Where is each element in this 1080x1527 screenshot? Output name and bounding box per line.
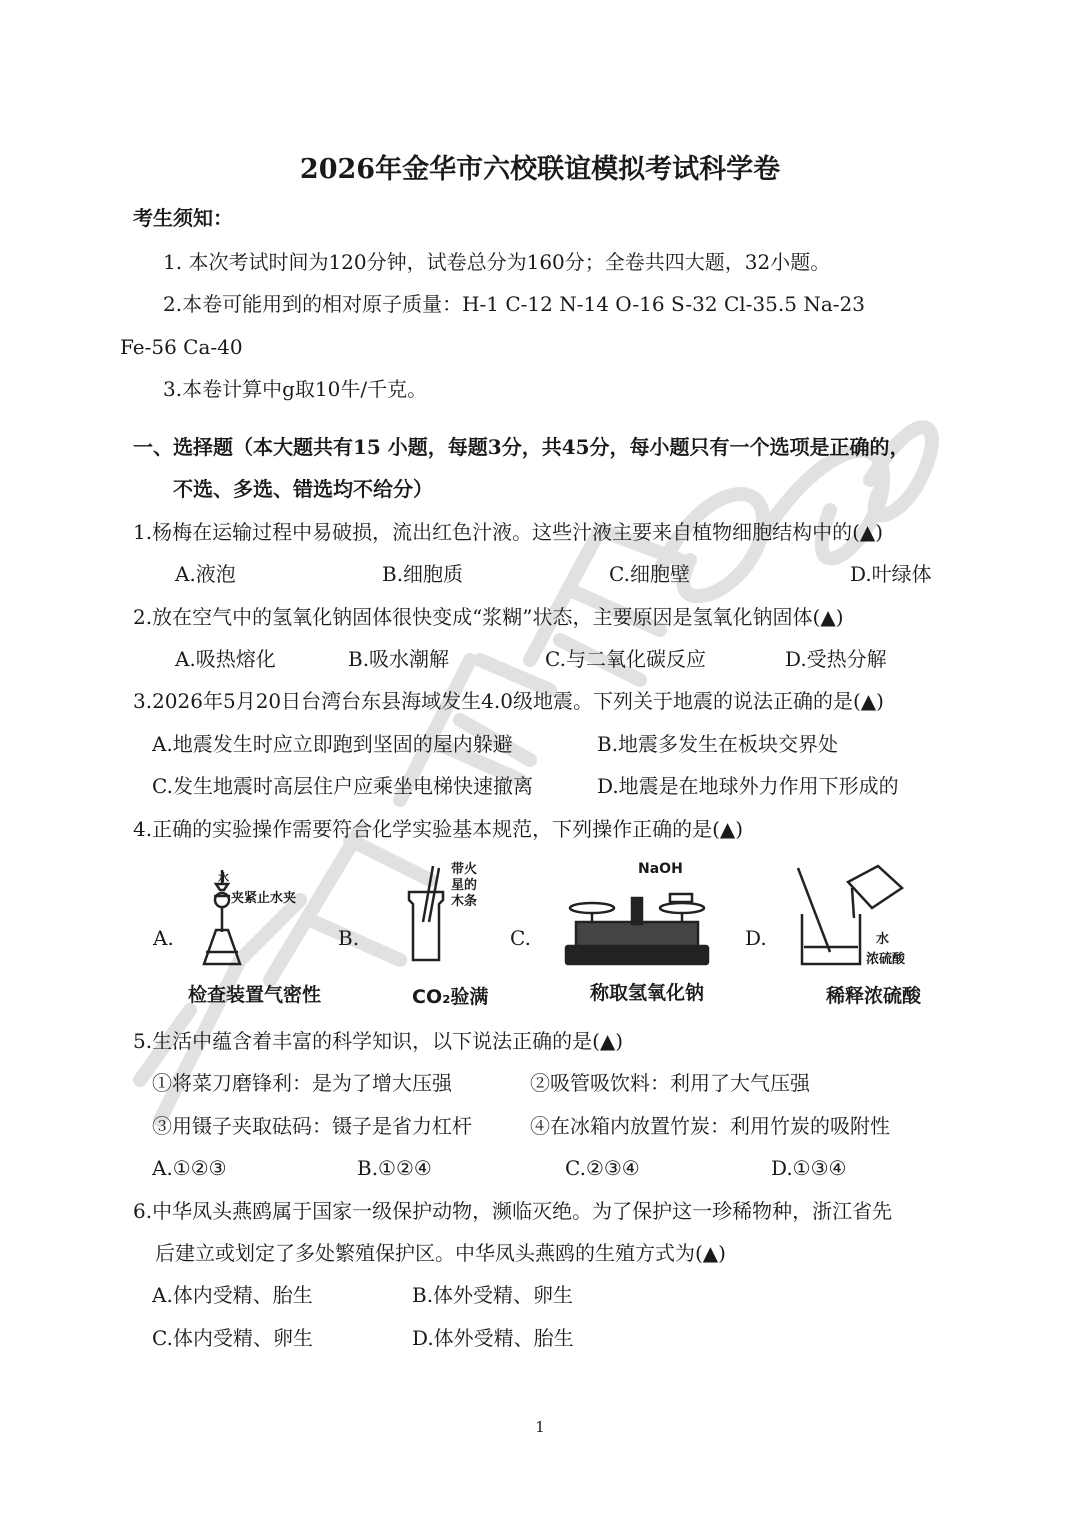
q2-option-b: B.吸水潮解 (348, 647, 450, 671)
q5-option-a: A.①②③ (152, 1156, 227, 1180)
fig-d-label-water: 水 (876, 932, 890, 947)
section-heading-cont: 不选、多选、错选均不给分） (173, 477, 433, 501)
q3-option-c: C.发生地震时高层住户应乘坐电梯快速撤离 (152, 774, 533, 798)
q6-option-b: B.体外受精、卵生 (412, 1283, 574, 1307)
q2-option-c: C.与二氧化碳反应 (545, 647, 706, 671)
notice-heading: 考生须知： (133, 206, 233, 230)
fig-d-label-acid: 浓硫酸 (866, 952, 906, 967)
notice-item-2-cont: Fe-56 Ca-40 (120, 335, 243, 359)
balance-scale-icon (562, 878, 712, 968)
q1-option-a: A.液泡 (175, 562, 236, 586)
q6-option-d: D.体外受精、胎生 (412, 1326, 574, 1350)
q6-option-a: A.体内受精、胎生 (152, 1283, 313, 1307)
flask-clamp-apparatus-icon (196, 862, 266, 977)
q4-option-c-letter: C. (510, 926, 531, 950)
q5-option-c: C.②③④ (565, 1156, 640, 1180)
fig-b-label-2: 星的 (451, 878, 478, 893)
q4-option-a-letter: A. (153, 926, 174, 950)
q2-option-a: A.吸热熔化 (175, 647, 276, 671)
q5-statement-2: ②吸管吸饮料：利用了大气压强 (530, 1071, 810, 1095)
q2-option-d: D.受热分解 (785, 647, 887, 671)
q3-option-b: B.地震多发生在板块交界处 (597, 732, 839, 756)
question-4-stem: 4.正确的实验操作需要符合化学实验基本规范，下列操作正确的是(▲) (133, 817, 744, 841)
question-1-stem: 1.杨梅在运输过程中易破损，流出红色汁液。这些汁液主要来自植物细胞结构中的(▲) (133, 520, 884, 544)
q1-option-d: D.叶绿体 (850, 562, 932, 586)
question-5-stem: 5.生活中蕴含着丰富的科学知识，以下说法正确的是(▲) (133, 1029, 624, 1053)
fig-b-label-3: 木条 (451, 894, 478, 909)
q1-option-b: B.细胞质 (382, 562, 464, 586)
fig-a-label-clamp: 夹紧止水夹 (231, 891, 297, 906)
q3-option-d: D.地震是在地球外力作用下形成的 (597, 774, 899, 798)
fig-b-caption: CO₂验满 (412, 986, 489, 1008)
fig-a-label-water: 水 (218, 871, 229, 884)
q6-option-c: C.体内受精、卵生 (152, 1326, 313, 1350)
q5-statement-4: ④在冰箱内放置竹炭：利用竹炭的吸附性 (530, 1114, 890, 1138)
section-heading: 一、选择题（本大题共有15 小题，每题3分，共45分，每小题只有一个选项是正确的， (133, 435, 910, 459)
q4-option-b-letter: B. (338, 926, 360, 950)
q5-option-b: B.①②④ (357, 1156, 432, 1180)
q5-statement-1: ①将菜刀磨锋利：是为了增大压强 (152, 1071, 452, 1095)
notice-item-2: 2.本卷可能用到的相对原子质量：H-1 C-12 N-14 O-16 S-32 Cl-35.5 Na-23 (163, 292, 865, 316)
fig-c-label-naoh: NaOH (638, 861, 683, 877)
question-2-stem: 2.放在空气中的氢氧化钠固体很快变成“浆糊”状态，主要原因是氢氧化钠固体(▲) (133, 605, 844, 629)
q3-option-a: A.地震发生时应立即跑到坚固的屋内躲避 (152, 732, 513, 756)
page-number: 1 (535, 1418, 545, 1436)
fig-d-caption: 稀释浓硫酸 (826, 985, 922, 1007)
question-3-stem: 3.2026年5月20日台湾台东县海域发生4.0级地震。下列关于地震的说法正确的是(▲) (133, 689, 884, 713)
notice-item-1: 1. 本次考试时间为120分钟，试卷总分为160分；全卷共四大题，32小题。 (163, 250, 831, 274)
q5-statement-3: ③用镊子夹取砝码：镊子是省力杠杆 (152, 1114, 472, 1138)
page-title: 2026年金华市六校联谊模拟考试科学卷 (299, 154, 781, 185)
fig-a-caption: 检查装置气密性 (188, 984, 322, 1006)
q4-option-d-letter: D. (745, 926, 767, 950)
gas-jar-splint-icon (395, 862, 455, 967)
question-6-stem: 6.中华凤头燕鸥属于国家一级保护动物，濒临灭绝。为了保护这一珍稀物种，浙江省先 (133, 1199, 893, 1223)
q5-option-d: D.①③④ (771, 1156, 847, 1180)
fig-c-caption: 称取氢氧化钠 (590, 982, 705, 1004)
notice-item-3: 3.本卷计算中g取10牛/千克。 (163, 377, 428, 401)
q1-option-c: C.细胞壁 (609, 562, 690, 586)
fig-b-label-1: 带火 (451, 862, 478, 877)
question-6-stem-cont: 后建立或划定了多处繁殖保护区。中华凤头燕鸥的生殖方式为(▲) (155, 1241, 726, 1265)
